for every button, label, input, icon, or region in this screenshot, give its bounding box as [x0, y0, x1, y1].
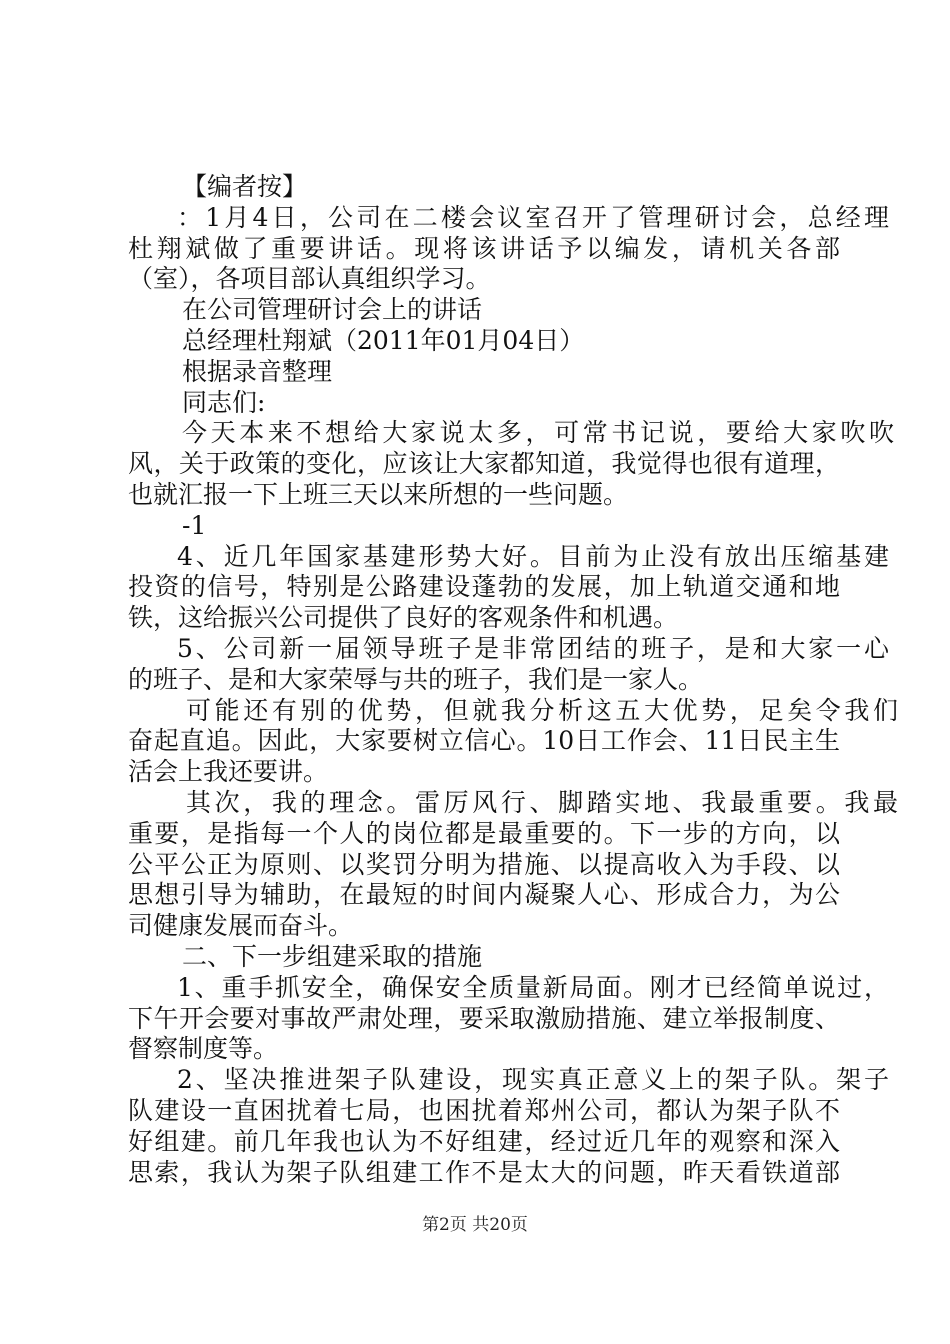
editor-note-heading: 【编者按】: [182, 172, 308, 201]
text-line: 重要，是指每一个人的岗位都是最重要的。下一步的方向，以: [128, 818, 840, 848]
salutation: 同志们:: [182, 387, 266, 417]
text-line: 4、近几年国家基建形势大好。目前为止没有放出压缩基建: [177, 541, 889, 571]
speech-title: 在公司管理研讨会上的讲话: [182, 295, 483, 325]
text-line: 杜翔斌做了重要讲话。现将该讲话予以编发，请机关各部: [128, 233, 840, 263]
page-number-footer: 第2页 共20页: [422, 1215, 528, 1235]
text-line: 其次，我的理念。雷厉风行、脚踏实地、我最重要。我最: [186, 787, 898, 817]
document-body: [128, 172, 898, 1188]
page-marker: -1: [182, 510, 207, 540]
text-line: 投资的信号，特别是公路建设蓬勃的发展，加上轨道交通和地: [128, 572, 840, 602]
text-line: 5、公司新一届领导班子是非常团结的班子，是和大家一心: [177, 633, 889, 663]
text-line: 下午开会要对事故严肃处理，要采取激励措施、建立举报制度、: [128, 1003, 840, 1033]
text-line: 也就汇报一下上班三天以来所想的一些问题。: [128, 479, 629, 509]
source-note: 根据录音整理: [182, 356, 333, 386]
text-line: ：1月4日，公司在二楼会议室召开了管理研讨会，总经理: [177, 202, 889, 232]
text-line: 奋起直追。因此，大家要树立信心。10日工作会、11日民主生: [128, 726, 840, 756]
text-line: 铁，这给振兴公司提供了良好的客观条件和机遇。: [128, 603, 679, 633]
text-line: 公平公正为原则、以奖罚分明为措施、以提高收入为手段、以: [128, 849, 840, 879]
text-line: 活会上我还要讲。: [128, 757, 329, 787]
text-line: 队建设一直困扰着七局，也困扰着郑州公司，都认为架子队不: [128, 1095, 840, 1125]
text-line: 今天本来不想给大家说太多，可常书记说，要给大家吹吹: [182, 418, 894, 448]
speaker-line: 总经理杜翔斌（2011年01月04日）: [182, 325, 585, 355]
text-line: 督察制度等。: [128, 1034, 279, 1064]
section-heading: 二、下一步组建采取的措施: [182, 941, 483, 971]
text-line: 思想引导为辅助，在最短的时间内凝聚人心、形成合力，为公: [128, 880, 840, 910]
text-line: 可能还有别的优势，但就我分析这五大优势，足矣令我们: [186, 695, 898, 725]
text-line: 风，关于政策的变化，应该让大家都知道，我觉得也很有道理，: [128, 449, 840, 479]
text-line: 好组建。前几年我也认为不好组建，经过近几年的观察和深入: [128, 1126, 840, 1156]
text-line: 1、重手抓安全，确保安全质量新局面。刚才已经简单说过，: [177, 972, 889, 1002]
text-line: 的班子、是和大家荣辱与共的班子，我们是一家人。: [128, 664, 704, 694]
text-line: 思索，我认为架子队组建工作不是太大的问题，昨天看铁道部: [128, 1157, 840, 1187]
text-line: （室），各项目部认真组织学习。: [128, 264, 491, 294]
text-line: 2、坚决推进架子队建设，现实真正意义上的架子队。架子: [177, 1065, 889, 1095]
text-line: 司健康发展而奋斗。: [128, 911, 354, 941]
